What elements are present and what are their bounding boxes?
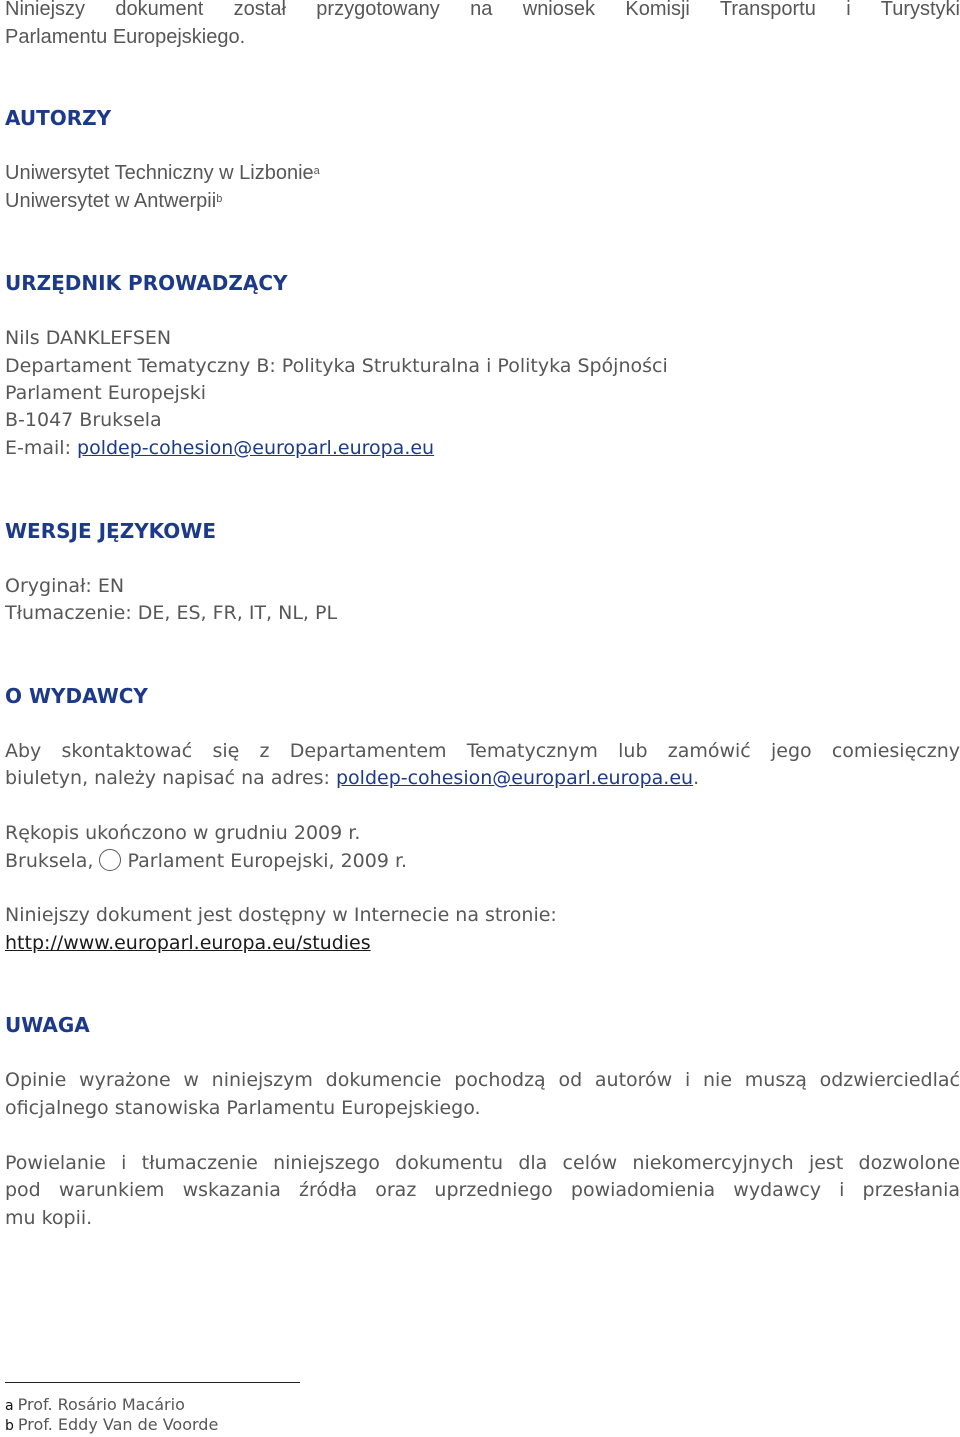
officer-department: Departament Tematyczny B: Polityka Strukturalna i Polityka Spójności (5, 355, 668, 377)
intro-line-2: Parlamentu Europejskiego. (5, 26, 246, 48)
language-original: Oryginał: EN (5, 575, 125, 597)
footnote-separator (5, 1382, 300, 1383)
officer-email-line (5, 434, 960, 462)
authors-heading: AUTORZY (5, 106, 112, 130)
footnote-mark-b: b (216, 193, 223, 205)
languages-heading: WERSJE JĘZYKOWE (5, 519, 217, 543)
notice-p1-line-1: Opinie wyrażone w niniejszym dokumencie pochodzą od autorów i nie muszą odzwierciedlać (5, 1069, 960, 1091)
author-university-1-name: Uniwersytet Techniczny w Lizbonie (5, 162, 314, 184)
language-translation: Tłumaczenie: DE, ES, FR, IT, NL, PL (5, 602, 338, 624)
officer-email-link[interactable]: poldep-cohesion@europarl.europa.eu (77, 437, 435, 459)
notice-p1-line-2: oficjalnego stanowiska Parlamentu Europejskiego. (5, 1097, 481, 1119)
notice-p2-line-1: Powielanie i tłumaczenie niniejszego dokumentu dla celów niekomercyjnych jest dozwolone (5, 1152, 960, 1174)
publisher-line-2-end: . (693, 767, 700, 789)
publisher-line-2-text: biuletyn, należy napisać na adres: (5, 767, 336, 789)
copyright-post: Parlament Europejski, 2009 r. (121, 850, 408, 872)
footnote-mark-a: a (313, 165, 320, 177)
copyright-pre: Bruksela, (5, 850, 100, 872)
manuscript-date: Rękopis ukończono w grudniu 2009 r. (5, 822, 361, 844)
footnote-a-mark: a (5, 1398, 14, 1414)
publisher-line-2 (5, 764, 960, 792)
publisher-line-1: Aby skontaktować się z Departamentem Tematycznym lub zamówić jego comiesięczny (5, 740, 960, 762)
footnote-b (5, 1415, 218, 1436)
studies-url-link[interactable]: http://www.europarl.europa.eu/studies (5, 932, 371, 954)
footnote-a (5, 1395, 185, 1416)
footnote-b-text: Prof. Eddy Van de Voorde (17, 1415, 219, 1434)
studies-url-line (5, 929, 960, 957)
author-university-2 (5, 187, 960, 215)
officer-city: B-1047 Bruksela (5, 409, 162, 431)
officer-heading: URZĘDNIK PROWADZĄCY (5, 271, 288, 295)
copyright-icon (99, 849, 121, 871)
availability-text: Niniejszy dokument jest dostępny w Internecie na stronie: (5, 904, 557, 926)
author-university-1 (5, 159, 960, 187)
intro-line-1: Niniejszy dokument został przygotowany na wniosek Komisji Transportu i Turystyki (5, 0, 960, 20)
notice-p2-line-2: pod warunkiem wskazania źródła oraz uprzedniego powiadomienia wydawcy i przesłania (5, 1179, 960, 1201)
footnote-b-mark: b (5, 1418, 14, 1434)
copyright-line (5, 847, 960, 875)
footnote-a-text: Prof. Rosário Macário (17, 1395, 185, 1414)
notice-p2-line-3: mu kopii. (5, 1207, 93, 1229)
officer-institution: Parlament Europejski (5, 382, 206, 404)
officer-name: Nils DANKLEFSEN (5, 327, 172, 349)
notice-heading: UWAGA (5, 1013, 90, 1037)
publisher-email-link[interactable]: poldep-cohesion@europarl.europa.eu (335, 767, 694, 789)
email-label: E-mail: (5, 437, 78, 459)
publisher-heading: O WYDAWCY (5, 684, 148, 708)
author-university-2-name: Uniwersytet w Antwerpii (5, 190, 217, 212)
